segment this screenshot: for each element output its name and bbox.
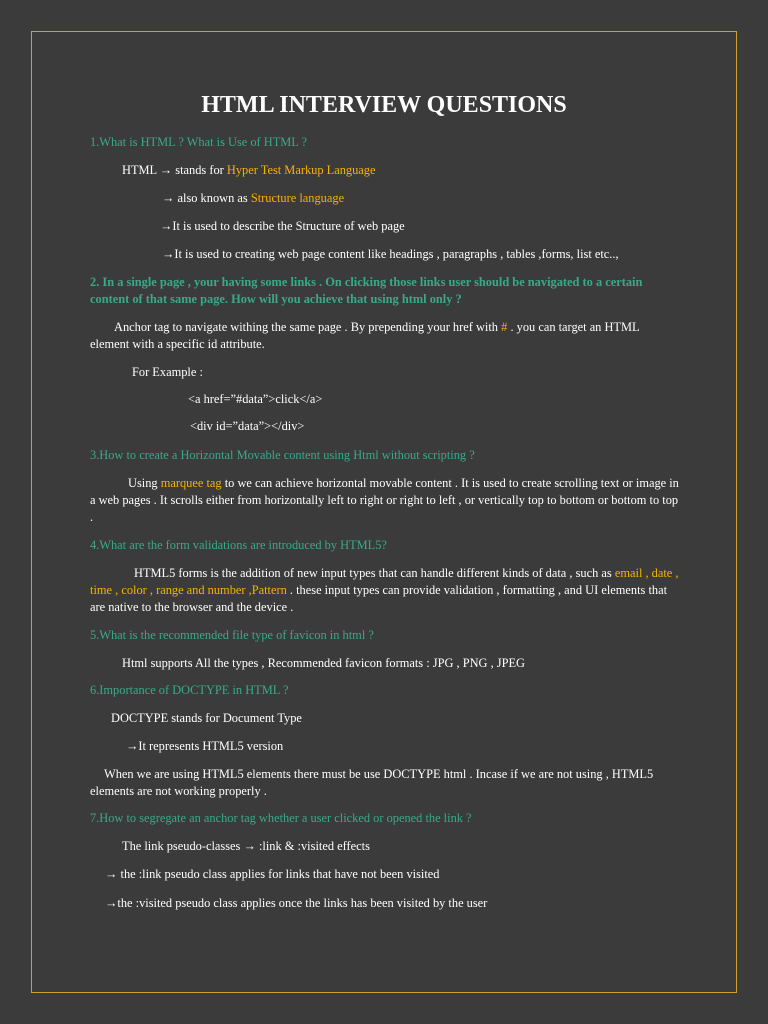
answer-1-line-1: HTML → stands for Hyper Test Markup Language xyxy=(122,163,376,177)
arrow-icon: → xyxy=(162,191,175,205)
answer-4: HTML5 forms is the addition of new input types that can handle different kinds of data , such as email , date , time , color , range and number ,Pattern . these input types can provide validation , formatting , and UI elements that are native to the browser and the device . xyxy=(90,566,679,614)
arrow-icon: → xyxy=(126,739,139,753)
arrow-icon: → xyxy=(162,247,175,261)
answer-7-line-1: The link pseudo-classes → :link & :visited effects xyxy=(122,839,370,853)
arrow-icon: → xyxy=(243,839,256,853)
answer-6-line-1: DOCTYPE stands for Document Type xyxy=(111,711,302,725)
answer-6-line-2: →It represents HTML5 version xyxy=(126,739,284,753)
code-line-2: <div id=”data”></div> xyxy=(190,419,305,433)
answer-1-line-3: →It is used to describe the Structure of web page xyxy=(160,219,405,233)
arrow-icon: → xyxy=(159,163,173,177)
answer-7-line-2: → the :link pseudo class applies for links that have not been visited xyxy=(105,867,440,881)
arrow-icon: → xyxy=(105,867,118,881)
question-3: 3.How to create a Horizontal Movable content using Html without scripting ? xyxy=(90,448,475,462)
arrow-icon: → xyxy=(105,896,118,910)
answer-3: Using marquee tag to we can achieve horizontal movable content . It is used to create scrolling text or image in a web pages . It scrolls either from horizontally left to right or right to left , or vertically top to bottom or bottom to top . xyxy=(90,476,679,524)
answer-6-line-3: When we are using HTML5 elements there must be use DOCTYPE html . Incase if we are not using , HTML5 elements are not working properly . xyxy=(90,767,654,798)
arrow-icon: → xyxy=(160,219,173,233)
page-title: HTML INTERVIEW QUESTIONS xyxy=(201,92,567,118)
answer-7-line-3: →the :visited pseudo class applies once the links has been visited by the user xyxy=(105,896,488,910)
answer-1-line-2: → also known as Structure language xyxy=(162,191,345,205)
example-label: For Example : xyxy=(132,365,203,379)
question-7: 7.How to segregate an anchor tag whether a user clicked or opened the link ? xyxy=(90,811,472,825)
question-1: 1.What is HTML ? What is Use of HTML ? xyxy=(90,135,308,149)
code-line-1: <a href=”#data”>click</a> xyxy=(188,392,323,406)
question-6: 6.Importance of DOCTYPE in HTML ? xyxy=(90,683,289,697)
question-2: 2. In a single page , your having some links . On clicking those links user should be navigated to a certain content of that same page. How will you achieve that using html only ? xyxy=(90,275,643,306)
answer-1-line-4: →It is used to creating web page content like headings , paragraphs , tables ,forms, list etc.., xyxy=(162,247,619,261)
answer-5: Html supports All the types , Recommended favicon formats : JPG , PNG , JPEG xyxy=(122,656,526,670)
question-4: 4.What are the form validations are introduced by HTML5? xyxy=(90,538,387,552)
answer-2: Anchor tag to navigate withing the same page . By prepending your href with # . you can target an HTML element with a specific id attribute. xyxy=(90,320,640,351)
question-5: 5.What is the recommended file type of favicon in html ? xyxy=(90,628,374,642)
